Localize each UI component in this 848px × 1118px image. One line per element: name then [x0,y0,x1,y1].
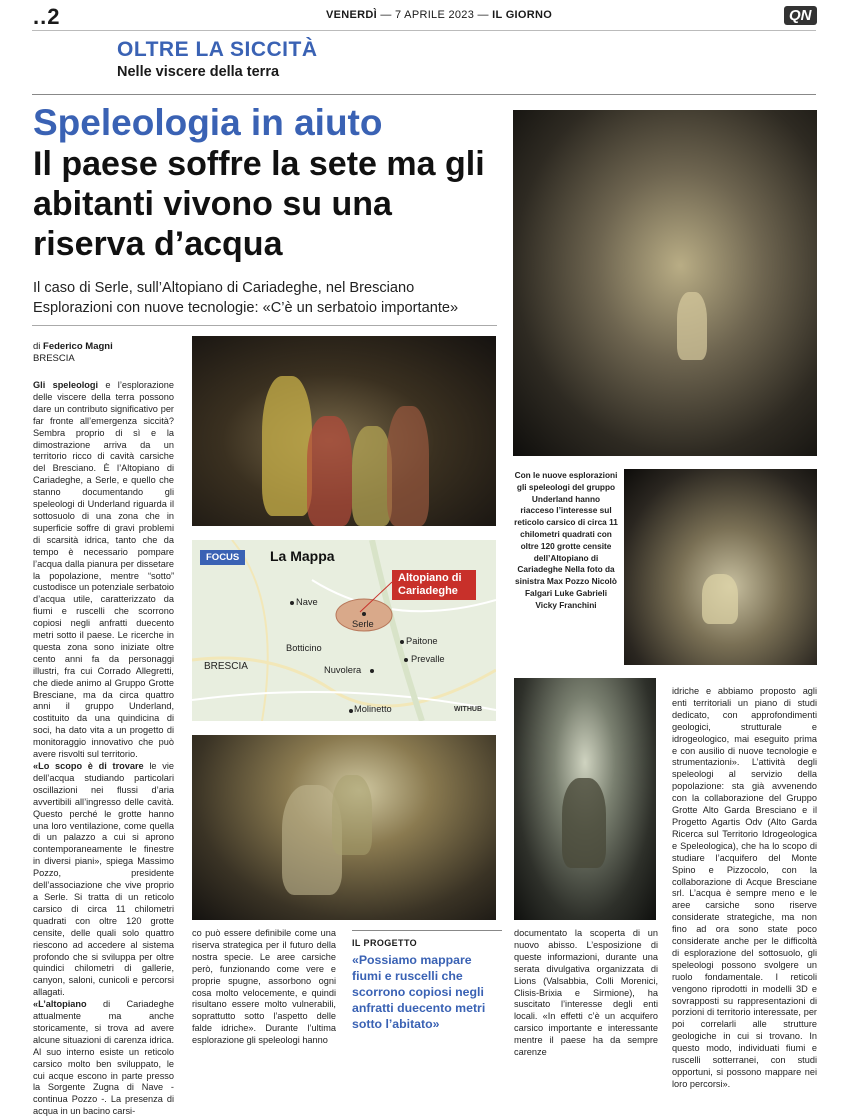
section-divider [32,94,816,95]
pullquote-text: «Possiamo mappare fiumi e ruscelli che scorrono copiosi negli anfratti duecento metri sotto l’abitato» [352,953,486,1031]
article-column-1 [33,380,174,1118]
map-credit: WITHUB [454,706,482,713]
map-label-prevalle: Prevalle [411,654,445,664]
pullquote-divider [352,930,502,931]
map-dot-nave [290,601,294,605]
article-kicker: Speleologia in aiuto [33,102,383,143]
dateline [326,9,552,21]
map-graphic [192,540,496,721]
map-label-brescia: BRESCIA [204,661,248,672]
map-focus-badge: FOCUS [200,550,245,565]
byline-place: BRESCIA [33,353,75,364]
para3-text: di Cariadeghe attualmente ma anche storicamente, si trova ad avere alcune situazioni di carenza idrica. Al suo interno esiste un reticolo carsico molto ben sviluppato, le cui acque escono in parte presso la Sorgente Zugna di Nave - continua Pozzo -. La presenza di acqua in un bacino carsi- [33,999,174,1117]
focus-map [192,540,496,721]
top-divider [32,30,816,31]
para1-lead: Gli speleologi [33,380,99,390]
map-label-molinetto: Molinetto [354,704,392,714]
pullquote [352,938,502,1032]
map-label-nuvolera: Nuvolera [324,665,362,675]
para1-text: e l’esplorazione delle viscere della terra possono dare un contributo significativo per far fronte all’emergenza siccità? Sembra proprio di sì e la dimostrazione arriva da un territorio ricco di cavità carsiche del Bresciano. È l’Altopiano di Cariadeghe, a Serle, e quello che stanno documentando gli speleologi di Underland riguarda il sottosuolo di una zona che in superficie soffre di gravi problemi di scarsità idrica, tanto che da tempo è necessario pompare l’acqua dalla pianura per dissetare la popolazione, mentre “sotto” custodisce un potenziale serbatoio d’acqua utile, caratterizzato da fiumi e ruscelli che scorrono copiosi negli anfratti duecento metri sotto il paese. Le ricerche in questa zona sono iniziate oltre cento anni fa da personaggi illustri, fra cui Corrado Allegretti, che diede animo al Gruppo Grotte Bresciane, ma da circa quattro anni il gruppo Underland, costituito da una quindicina di soci, ha dato vita a un progetto di monitoraggio innovativo che può avere risvolti sul territorio. [33,380,174,760]
byline-name: Federico Magni [43,341,113,352]
photo-cave-passage [192,735,496,920]
para2-text: le vie dell’acqua studiando particolari oscillazioni nei flussi d’aria avvertibili all’ingresso delle cavità. Questo perché le grotte hanno una loro ventilazione, come quella di un palazzo a cui si aprono contemporaneamente le finestre in diversi piani», spiega Massimo Pozzo, presidente dell’associazione che vive proprio a Serle. Si tratta di un reticolo carsico di circa 11 chilometri quadrati con oltre 120 grotte censite, delle quali solo quattro riescono ad accedere al sistema profondo che si sviluppa per oltre quindici chilometri di gallerie, canyon, saloni, cunicoli e percorsi allagati. [33,761,174,998]
dateline-paper: IL GIORNO [492,9,553,21]
article-column-5: idriche e abbiamo proposto agli enti territoriali un piano di studi dedicato, con approfondimenti geologici, strutturale e idrogeologico, mai eseguito prima e con ausilio di nuove tecnologie e strumentazioni». L’attività degli speleologi al servizio della popolazione: sta già avvenendo con la collaborazione del Gruppo Grotte Alto Garda Bresciano e il Progetto Agartis Odv (Alto Garda Ricerca sul Territorio Idrogeologica e Speleologica), che ha lo scopo di studiare l’acquifero del Monte Spino e Pizzocolo, con la collaborazione di Acque Bresciane srl. L’acqua è sempre meno e le aree carsiche sono riserve considerate strategiche, ma non fino ad ora sono state poco considerate anche per le difficoltà di esplorazione del sottosuolo, gli speleologi possono svolgere un ruolo fondamentale. I reticoli vengono riprodotti in modelli 3D e sovrapposti su rappresentazioni di porzioni di territorio interessate, per poi correlarli alle strutture geologiche in cui si trovano. In questo modo, individuati fiumi e ruscelli sotterranei, con studi opportuni, si possono mappare nei loro percorsi». [672,686,817,1089]
map-dot-nuvolera [370,669,374,673]
section-subtitle: Nelle viscere della terra [117,64,280,80]
photo-caption: Con le nuove esplorazioni gli speleologi del gruppo Underland hanno riacceso l’interesse sul reticolo carsico di circa 11 chilometri quadrati con oltre 120 grotte censite dell’Altopiano di Cariadeghe Nella foto da sinistra Max Pozzo Nicolò Falgari Luke Gabrieli Vicky Franchini [514,470,618,610]
byline [33,341,113,365]
map-dot-prevalle [404,658,408,662]
dateline-day: VENERDÌ [326,9,377,21]
map-highlight-label: Altopiano di Cariadeghe [392,570,476,600]
photo-cave-gallery [513,110,817,456]
article-column-4: documentato la scoperta di un nuovo abisso. L’esposizione di queste informazioni, durante una serata divulgativa organizzata di Lions (Valsabbia, Colli Morenici, Clisis-Brixia e Sirmione), ha suscitato l’interesse degli enti locali. «In effetti c’è un acquifero carsico importante e interessante mentre il paese ha da sempre carenze [514,928,658,1058]
map-label-paitone: Paitone [406,636,438,646]
article-column-2: co può essere definibile come una riserva strategica per il futuro della nostra specie. Le aree carsiche però, funzionando come vere e proprie spugne, assorbono ogni cosa molto velocemente, e quindi risultano essere molto vulnerabili, soprattutto sotto l’aspetto delle falde idriche». Durante l’ultima esplorazione gli speleologi hanno [192,928,336,1046]
map-label-nave: Nave [296,597,318,607]
para2-lead: «Lo scopo è di trovare [33,761,144,771]
section-title: OLTRE LA SICCITÀ [117,38,318,61]
map-title: La Mappa [270,548,335,564]
pullquote-label: IL PROGETTO [352,938,418,948]
dek-line-2: Esplorazioni con nuove tecnologie: «C’è un serbatoio importante» [33,300,459,316]
article-dek [33,278,503,318]
qn-logo: QN [784,6,817,25]
headline-divider [32,325,497,326]
map-dot-molinetto [349,709,353,713]
photo-speleologists-group [192,336,496,526]
map-label-botticino: Botticino [286,643,322,653]
byline-prefix: di [33,341,41,352]
photo-cave-descent [514,678,656,920]
page-number: ..2 [33,4,61,29]
photo-cave-opening [624,469,817,665]
dateline-date: — 7 APRILE 2023 — [380,9,489,21]
map-dot-serle [362,612,366,616]
para3-lead: «L’altopiano [33,999,87,1010]
map-dot-paitone [400,640,404,644]
map-label-serle: Serle [352,619,374,629]
dek-line-1: Il caso di Serle, sull’Altopiano di Cariadeghe, nel Bresciano [33,280,415,296]
article-headline: Il paese soffre la sete ma gli abitanti vivono su una riserva d’acqua [33,145,485,263]
